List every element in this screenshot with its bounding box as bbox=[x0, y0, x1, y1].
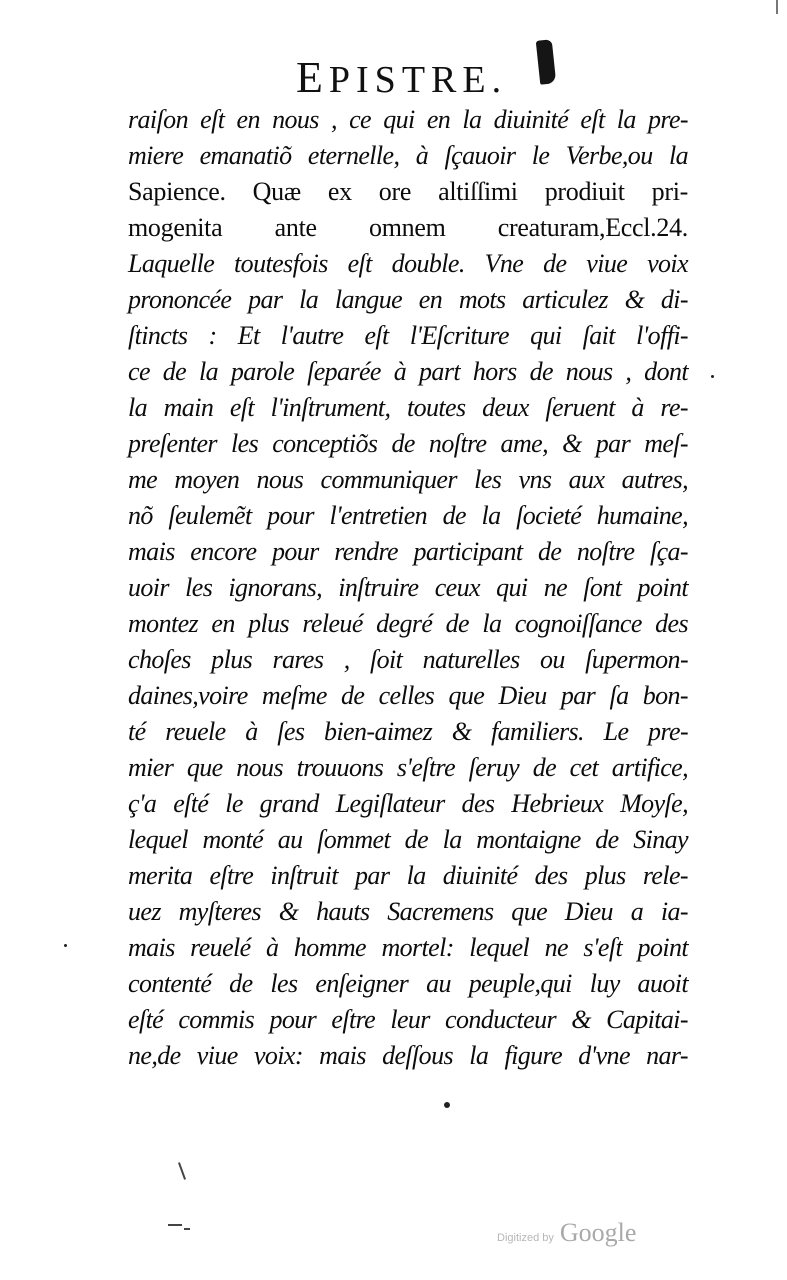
digitized-watermark bbox=[497, 1218, 636, 1248]
stray-mark bbox=[184, 1228, 190, 1230]
text-line: eſté commis pour eſtre leur conducteur & Capitai- bbox=[128, 1005, 688, 1034]
text-line: uez myſteres & hauts Sacremens que Dieu a ia- bbox=[128, 897, 688, 926]
text-line: miere emanatiõ eternelle, à ſçauoir le Verbe,ou la bbox=[128, 141, 688, 170]
ink-blot bbox=[536, 39, 557, 84]
ink-speck bbox=[64, 944, 67, 947]
text-line: me moyen nous communiquer les vns aux autres, bbox=[128, 465, 688, 494]
scan-edge-mark bbox=[776, 0, 778, 14]
text-line: preſenter les conceptiõs de noſtre ame, & par meſ- bbox=[128, 429, 688, 458]
text-line: la main eſt l'inſtrument, toutes deux ſeruent à re- bbox=[128, 393, 688, 422]
page-header bbox=[296, 52, 507, 103]
stray-mark bbox=[168, 1224, 182, 1226]
text-line: raiſon eſt en nous , ce qui en la diuinité eſt la pre- bbox=[128, 105, 688, 134]
body-text bbox=[128, 102, 688, 1074]
text-line: merita eſtre inſtruit par la diuinité des plus rele- bbox=[128, 861, 688, 890]
text-line: lequel monté au ſommet de la montaigne de Sinay bbox=[128, 825, 688, 854]
ink-speck bbox=[711, 375, 714, 378]
text-line: ç'a eſté le grand Legiſlateur des Hebrieux Moyſe, bbox=[128, 789, 688, 818]
google-logo: Google bbox=[559, 1218, 637, 1247]
header-initial: E bbox=[296, 53, 329, 102]
header-rest: PISTRE. bbox=[328, 59, 508, 101]
stray-mark bbox=[178, 1162, 186, 1180]
text-line: choſes plus rares , ſoit naturelles ou ſupermon- bbox=[128, 645, 688, 674]
text-line: montez en plus releué degré de la cognoiſſance des bbox=[128, 609, 688, 638]
text-line: Laquelle toutesfois eſt double. Vne de viue voix bbox=[128, 249, 688, 278]
text-line: ce de la parole ſeparée à part hors de nous , dont bbox=[128, 357, 688, 386]
text-line: mier que nous trouuons s'eſtre ſeruy de cet artifice, bbox=[128, 753, 688, 782]
watermark-prefix: Digitized by bbox=[497, 1232, 554, 1244]
text-line: ſtincts : Et l'autre eſt l'Eſcriture qui ſait l'offi- bbox=[128, 321, 688, 350]
text-line: daines,voire meſme de celles que Dieu par ſa bon- bbox=[128, 681, 688, 710]
text-line: uoir les ignorans, inſtruire ceux qui ne ſont point bbox=[128, 573, 688, 602]
ink-speck bbox=[444, 1102, 450, 1108]
text-line: mogenita ante omnem creaturam,Eccl.24. bbox=[128, 213, 688, 242]
text-line: ne,de viue voix: mais deſſous la figure d'vne nar- bbox=[128, 1041, 688, 1070]
text-line: té reuele à ſes bien-aimez & familiers. Le pre- bbox=[128, 717, 688, 746]
text-line: prononcée par la langue en mots articulez & di- bbox=[128, 285, 688, 314]
text-line: mais encore pour rendre participant de noſtre ſça- bbox=[128, 537, 688, 566]
text-line: Sapience. Quæ ex ore altiſſimi prodiuit pri- bbox=[128, 177, 688, 206]
text-line: nõ ſeulemẽt pour l'entretien de la ſocieté humaine, bbox=[128, 501, 688, 530]
text-line: mais reuelé à homme mortel: lequel ne s'eſt point bbox=[128, 933, 688, 962]
text-line: contenté de les enſeigner au peuple,qui luy auoit bbox=[128, 969, 688, 998]
